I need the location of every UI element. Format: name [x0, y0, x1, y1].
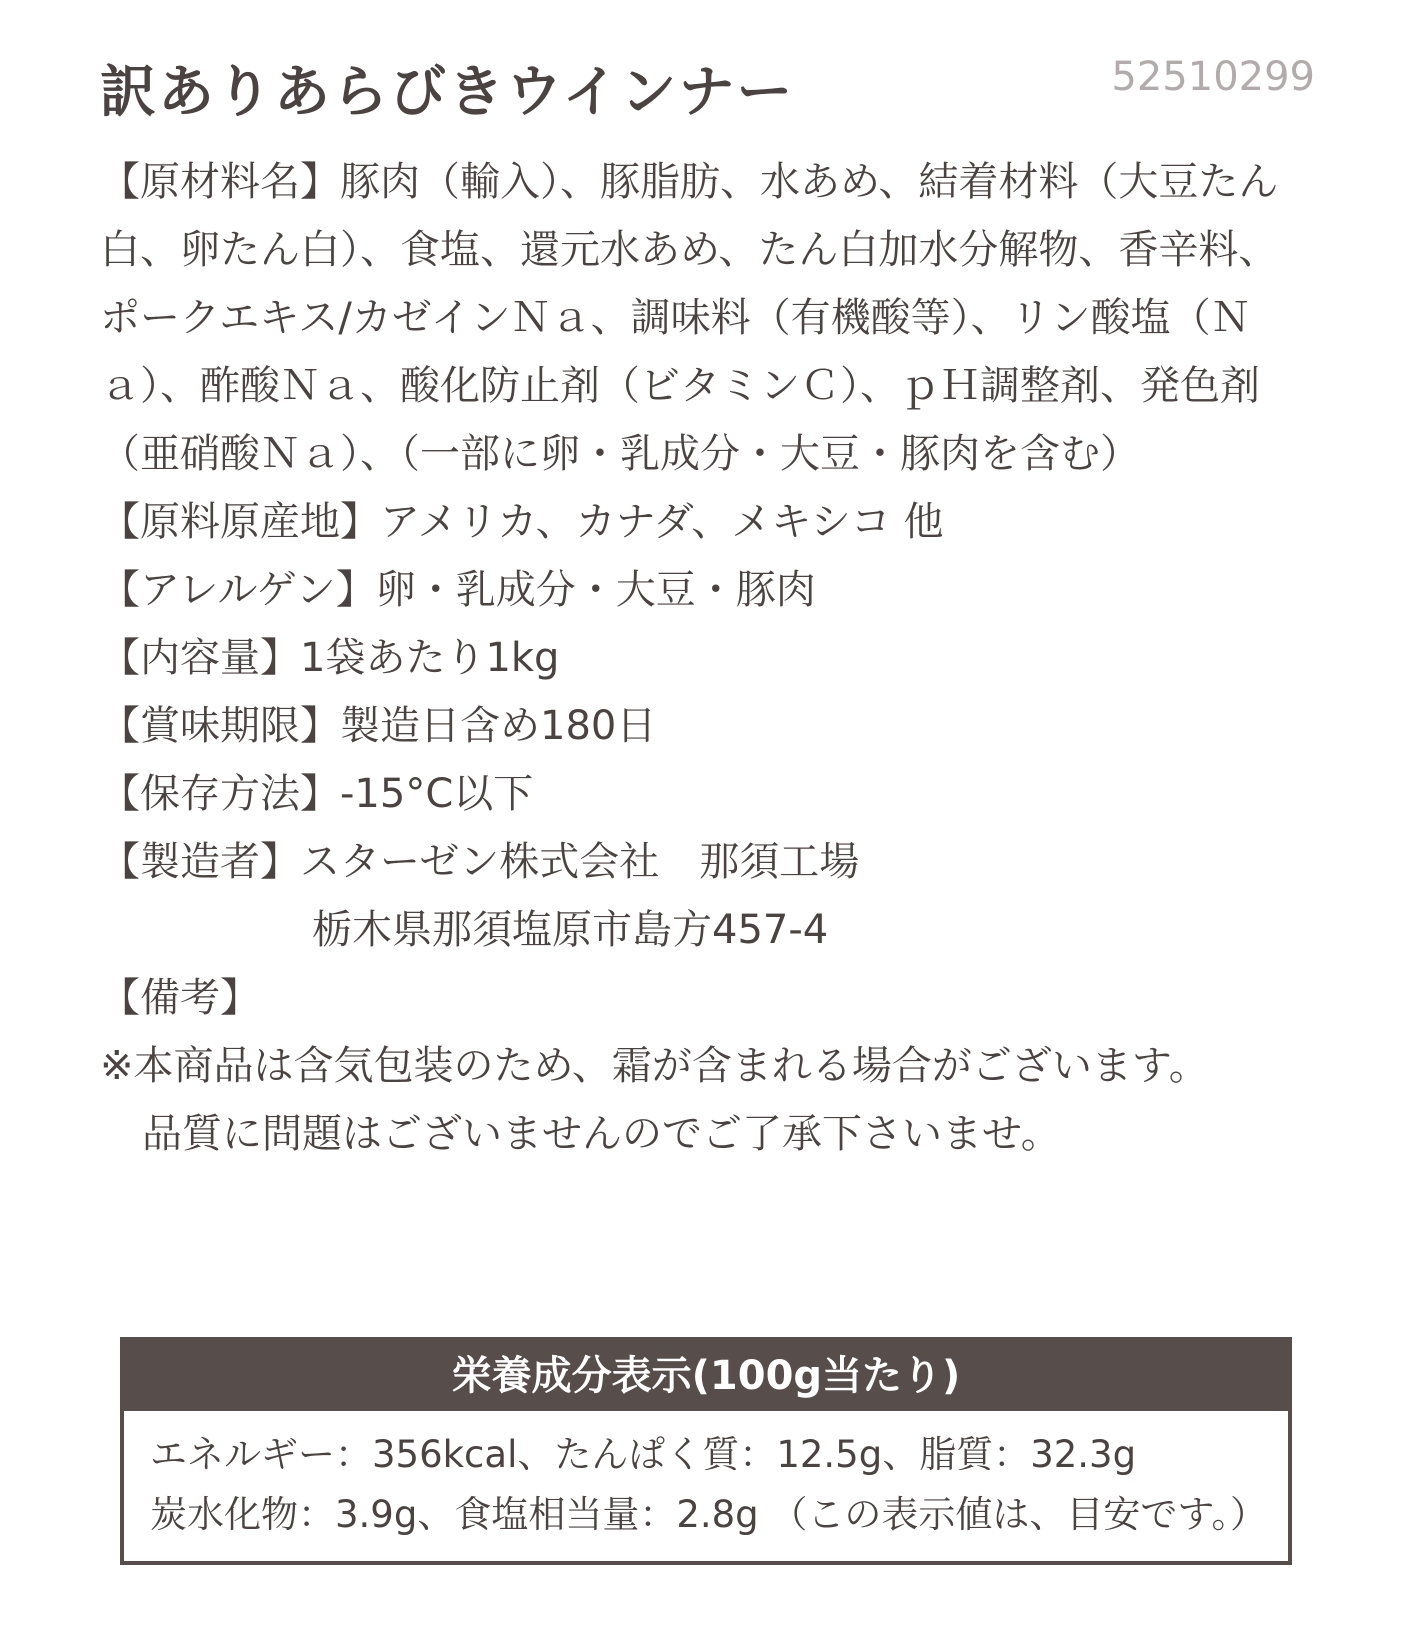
- nutrition-box: [120, 1337, 1292, 1565]
- ingredients-text: 【原材料名】豚肉（輸入）、豚脂肪、水あめ、結着材料（大豆たん白、卵たん白）、食塩、還元水あめ、たん白加水分解物、香辛料、ポークエキス/カゼインＮａ、調味料（有機酸等）、リン酸塩（Ｎａ）、酢酸Ｎａ、酸化防止剤（ビタミンＣ）、ｐＨ調整剤、発色剤（亜硝酸Ｎａ）、（一部に卵・乳成分・大豆・豚肉を含む）: [100, 159, 1279, 477]
- content-row: 【内容量】1袋あたり1kg: [100, 635, 560, 681]
- remarks-note-line2: 品質に問題はございませんのでご了承下さいませ。: [142, 1111, 1061, 1157]
- label-header: [100, 40, 1315, 130]
- nutrition-heading: 栄養成分表示(100g当たり): [124, 1341, 1288, 1411]
- remarks-note-line1: ※本商品は含気包装のため、霜が含まれる場合がございます。: [100, 1043, 1209, 1089]
- origin-row: 【原料原産地】アメリカ、カナダ、メキシコ 他: [100, 499, 944, 545]
- nutrition-body: [124, 1411, 1288, 1561]
- maker-row: 【製造者】スターゼン株式会社 那須工場: [100, 839, 860, 885]
- allergen-row: 【アレルゲン】卵・乳成分・大豆・豚肉: [100, 567, 816, 613]
- product-label: [100, 40, 1315, 1168]
- nutrition-line-2: 炭水化物：3.9g、食塩相当量：2.8g （この表示値は、目安です。）: [150, 1493, 1267, 1536]
- storage-row: 【保存方法】-15°C以下: [100, 771, 534, 817]
- address-row: 栃木県那須塩原市島方457-4: [312, 907, 829, 953]
- expiry-row: 【賞味期限】製造日含め180日: [100, 703, 657, 749]
- product-code: 52510299: [1111, 54, 1315, 100]
- product-title: 訳ありあらびきウインナー: [100, 60, 795, 125]
- remarks-label: 【備考】: [100, 975, 260, 1021]
- nutrition-line-1: エネルギー：356kcal、たんぱく質：12.5g、脂質：32.3g: [150, 1433, 1137, 1476]
